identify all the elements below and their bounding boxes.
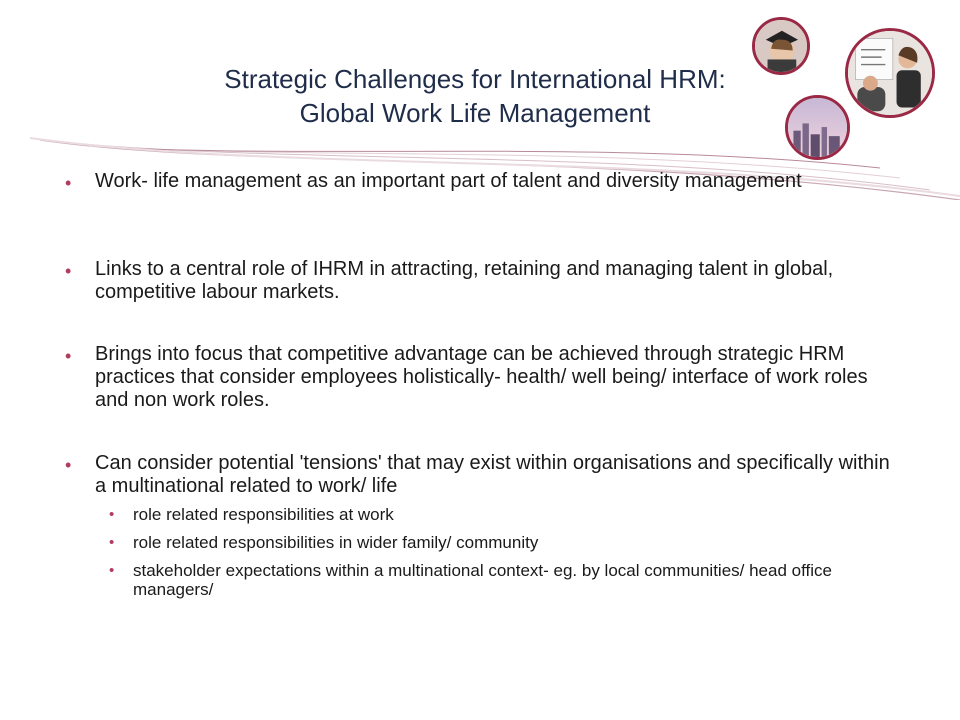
bullet-dot-icon: • <box>109 534 115 551</box>
bullet-item <box>65 258 895 304</box>
sub-bullet-text: role related responsibilities in wider family/ community <box>133 533 539 552</box>
sub-bullet-text: role related responsibilities at work <box>133 505 394 524</box>
bullet-dot-icon: • <box>65 261 72 281</box>
slide-title-line-1: Strategic Challenges for International HRM: <box>224 64 726 94</box>
bullet-text: Links to a central role of IHRM in attracting, retaining and managing talent in global, competitive labour markets. <box>95 258 834 303</box>
sub-bullet-text: stakeholder expectations within a multinational context- eg. by local communities/ head office managers/ <box>133 561 832 599</box>
bullet-item <box>65 343 895 412</box>
slide-title-line-2: Global Work Life Management <box>299 98 651 128</box>
sub-bullet-item <box>109 561 833 599</box>
sub-bullet-item <box>109 533 833 552</box>
presenter-photo-icon <box>845 28 935 118</box>
bullet-text: Can consider potential 'tensions' that may exist within organisations and specifically within a multinational related to work/ life <box>95 452 890 497</box>
bullet-dot-icon: • <box>65 173 72 193</box>
sub-bullet-item <box>109 505 833 524</box>
bullet-dot-icon: • <box>65 455 72 475</box>
slide-title <box>115 62 835 130</box>
bullet-dot-icon: • <box>109 562 115 579</box>
bullet-dot-icon: • <box>109 506 115 523</box>
bullet-text: Work- life management as an important part of talent and diversity management <box>95 170 802 192</box>
bullet-item <box>65 452 895 498</box>
bullet-dot-icon: • <box>65 346 72 366</box>
bullet-item <box>65 170 895 193</box>
bullet-text: Brings into focus that competitive advantage can be achieved through strategic HRM practices that consider employees holistically- health/ well being/ interface of work roles and non work roles. <box>95 343 868 411</box>
